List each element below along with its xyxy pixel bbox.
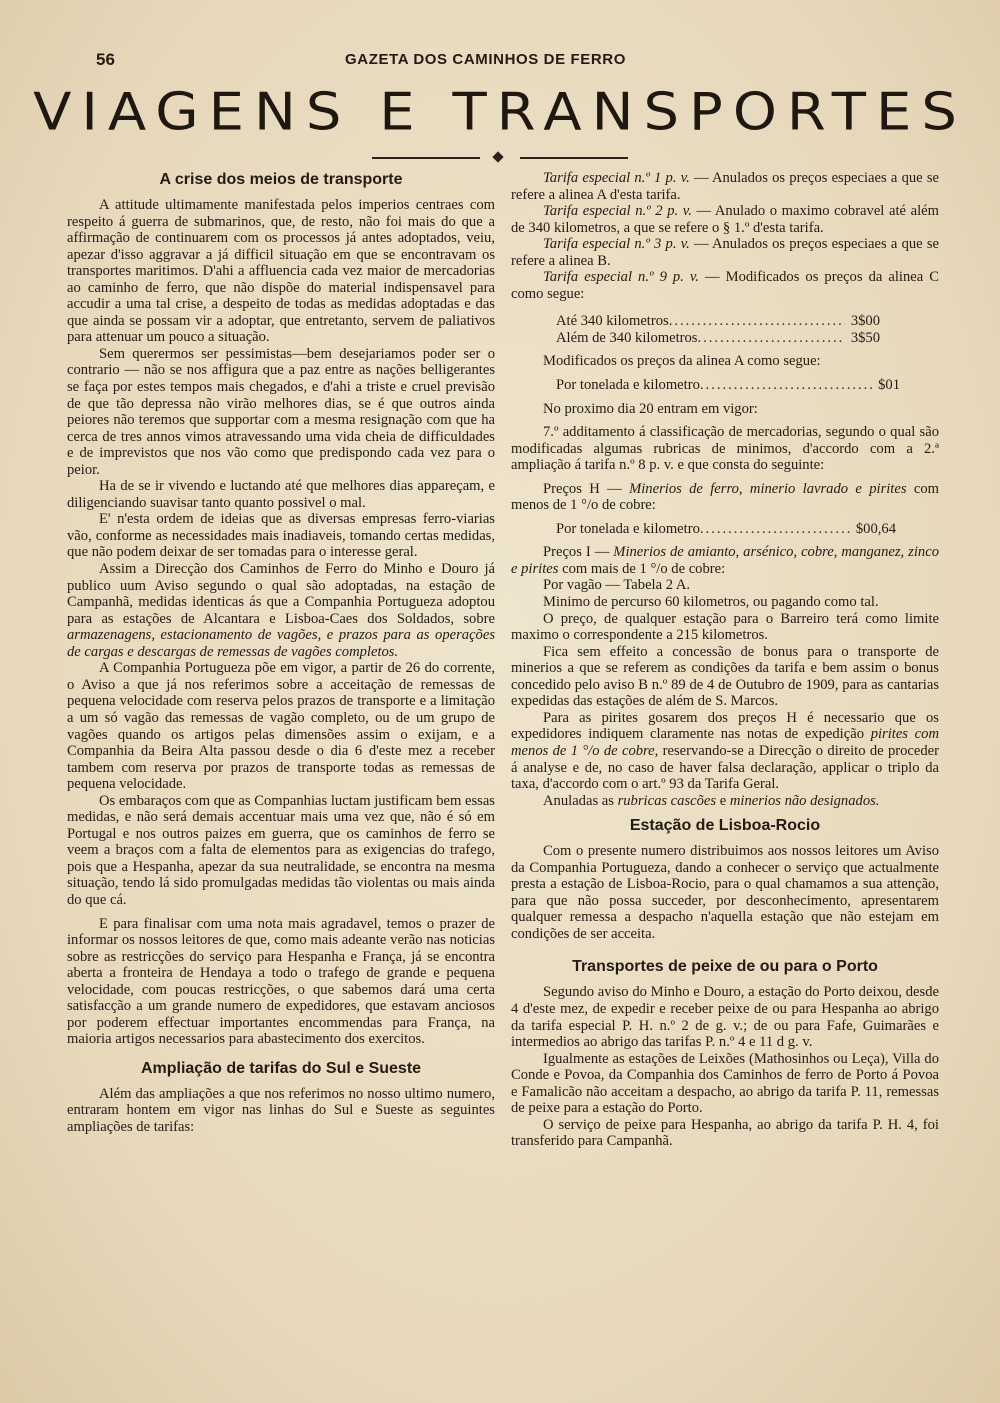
heading-crise: A crise dos meios de transporte — [159, 171, 403, 188]
rate-label: Até 340 kilometros — [556, 313, 669, 330]
text: — Anulados os preços especiaes a que se refere a alinea B. — [511, 236, 939, 269]
right-column — [511, 170, 939, 1150]
paragraph — [511, 481, 939, 514]
left-column — [67, 170, 495, 1136]
text: Anuladas as — [543, 792, 618, 809]
paragraph: O preço, de qualquer estação para o Barreiro terá como limite maximo o correspondente a 215 kilometros. — [511, 610, 939, 644]
running-title: GAZETA DOS CAMINHOS DE FERRO — [345, 51, 626, 68]
text: — Modificados os preços da alinea C como segue: — [511, 269, 939, 302]
paragraph: Além das ampliações a que nos referimos no nosso ultimo numero, entraram hontem em vigor nas linhas do Sul e Sueste as seguintes ampliações de tarifas: — [67, 1085, 495, 1135]
italic-text: armazenagens, estacionamento de vagões, e prazos para as operações de cargas e descargas de remessas de vagões completos. — [67, 627, 495, 660]
rate-line — [556, 521, 896, 538]
text: Assim a Direcção dos Caminhos de Ferro do Minho e Douro já publico uum Aviso segundo o qual são adoptadas, na estação de Campanhã, medidas identicas ás que a Companhia Portugueza adoptou para as estações de Alcantara e Lisboa-Caes dos Soldados, sobre — [67, 561, 495, 627]
tariff-label: Tarifa especial n.º 9 p. v. — [543, 269, 699, 286]
italic-text: rubricas cascões — [617, 792, 717, 809]
rate-value: 3$50 — [850, 329, 880, 346]
paragraph: E' n'esta ordem de ideias que as diversas empresas ferro-viarias vão, conforme as necessidades mais inadiaveis, tomando certas medidas, que não podem deixar de ser tomadas para o interesse geral. — [67, 511, 495, 561]
paragraph: Fica sem effeito a concessão de bonus para o transporte de minerios a que se referem as condições da tarifa e bem assim o bonus concedido pelo aviso B n.º 89 de 4 de Outubro de 1909, para as cantarias expedidas das estações de além de S. Marcos. — [511, 643, 939, 710]
paragraph: Modificados os preços da alinea A como segue: — [543, 353, 821, 370]
paragraph: Ha de se ir vivendo e luctando até que melhores dias appareçam, e diligenciando suavisar tanto quanto possivel o mal. — [67, 478, 495, 511]
paragraph: Segundo aviso do Minho e Douro, a estação do Porto deixou, desde 4 d'este mez, de expedir e receber peixe de ou para Hespanha ao abrigo da tarifa especial P. H. n.º 2 de g. v.; de ou para Fafe, Guimarães e intermedios ao abrigo das tarifas P. n.º 4 e 11 d g. v. — [511, 984, 939, 1051]
text: Preços I — — [543, 544, 614, 561]
text: — Anulado o maximo cobravel até além de 340 kilometros, a que se refere o § 1.º d'esta tarifa. — [511, 203, 939, 236]
heading-rocio: Estação de Lisboa-Rocio — [629, 817, 821, 835]
section-title: VIAGENS E TRANSPORTES — [33, 82, 967, 143]
paragraph: No proximo dia 20 entram em vigor: — [543, 400, 758, 417]
rate-line — [556, 330, 880, 347]
italic-text: minerios não designados. — [729, 792, 880, 809]
tariff-9 — [511, 269, 939, 302]
rate-value: $01 — [878, 377, 900, 394]
paragraph: 7.º additamento á classificação de mercadorias, segundo o qual são modificadas algumas rubricas de minimos, d'accordo com a 2.ª ampliação á tarifa n.º 8 p. v. e que consta do seguinte: — [511, 424, 939, 474]
paragraph: Por vagão — Tabela 2 A. — [543, 577, 691, 594]
ornament-rule-left — [372, 157, 480, 159]
rate-label: Por tonelada e kilometro — [556, 377, 700, 394]
paragraph: O serviço de peixe para Hespanha, ao abrigo da tarifa P. H. 4, foi transferido para Campanhã. — [511, 1116, 939, 1150]
tariff-3 — [511, 236, 939, 269]
italic-text: pirites com menos de 1 °/o de cobre, — [511, 726, 939, 759]
paragraph: A Companhia Portugueza põe em vigor, a partir de 26 do corrente, o Aviso a que já nos referimos sobre a acceitação de remessas de pequena velocidade com reserva pelos prazos de transporte e a limitação a um só vagão das remessas de vagão completo, ou de um grupo de vagões quando os artigos pelas dimensões assim o exijam, e a Companhia da Beira Alta passou desde o dia 6 d'este mez a receber tambem com reserva por prazos de transporte todas as remessas de pequena velocidade. — [67, 660, 495, 793]
tariff-label: Tarifa especial n.º 2 p. v. — [543, 203, 692, 220]
rate-line — [556, 377, 900, 394]
text: reservando-se a Direcção o direito de proceder á analyse e de, no caso de haver falsa declaração, applicar o triplo da taxa, d'accordo com o art.º 93 da Tarifa Geral. — [511, 742, 939, 793]
paragraph: Com o presente numero distribuimos aos nossos leitores um Aviso da Companhia Portugueza, dando a conhecer o serviço que actualmente presta a estação de Lisboa-Rocio, para o qual chamamos a sua attenção, para que não possa succeder, por desconhecimento, apresentarem qualquer remessa a despacho n'aquella estação que não estejam em condições de ser acceita. — [511, 843, 939, 942]
tariff-2 — [511, 203, 939, 236]
tariff-label: Tarifa especial n.º 1 p. v. — [543, 170, 690, 186]
paragraph — [67, 561, 495, 660]
paragraph — [511, 710, 939, 793]
paragraph: Sem querermos ser pessimistas—bem desejariamos poder ser o contrario — não se nos affigura que a paz entre as nações belligerantes se faça por estes tempos mais chegados, e d'ahi a triste e cruel previsão de que tão depressa não virão melhores dias, se é que outros ainda peiores não teremos que supportar com a mesma resignação com que ha cerca de tres annos vimos atravessando uma vida cheia de difficuldades e de imprevistos que nos vão como que predispondo cada vez para o peior. — [67, 345, 495, 478]
paragraph — [511, 544, 939, 577]
rate-label: Além de 340 kilometros — [556, 329, 698, 346]
text: com menos de 1 °/o de cobre: — [511, 480, 939, 514]
italic-text: Minerios de ferro, minerio lavrado e pirites — [629, 480, 907, 497]
heading-ampliacao: Ampliação de tarifas do Sul e Sueste — [140, 1059, 422, 1077]
tariff-label: Tarifa especial n.º 3 p. v. — [543, 236, 690, 253]
paragraph: Igualmente as estações de Leixões (Mathosinhos ou Leça), Villa do Conde e Povoa, da Companhia dos Caminhos de ferro de Porto á Povoa e Famalicão não acceitam a despacho, ao abrigo da tarifa P. 11, remessas de peixe para a estação do Porto. — [511, 1050, 939, 1117]
page-number: 56 — [96, 50, 115, 69]
text: com mais de 1 °/o de cobre: — [558, 560, 726, 577]
heading-peixe: Transportes de peixe de ou para o Porto — [572, 958, 878, 976]
rate-line — [556, 313, 880, 330]
italic-text: Minerios de amianto, arsénico, cobre, manganez, zinco e pirites — [511, 544, 939, 577]
ornament-rule-right — [520, 157, 628, 159]
rate-label: Por tonelada e kilometro — [556, 520, 700, 537]
paragraph: Os embaraços com que as Companhias luctam justificam bem essas medidas, e não será demais accentuar mais uma vez que, não é só em Portugal e nos outros paizes em guerra, que os caminhos de ferro se veem a braços com a falta de elementos para as exigencias do trafego, pois que a Hespanha, apezar da sua neutralidade, se encontra na mesma situação, tendo lá sido promulgadas medidas tão violentas ou mais ainda do que cá. — [67, 792, 495, 908]
rate-value: $00,64 — [855, 520, 896, 537]
paragraph — [511, 793, 939, 810]
text: Preços H — — [543, 480, 630, 497]
paragraph: E para finalisar com uma nota mais agradavel, temos o prazer de informar os nossos leitores de que, como mais adeante verão nas noticias sobre as restricções do serviço para Hespanha e França, já se encontra aberta a fronteira de Hendaya a todo o trafego de grande e pequena velocidade, com poucas restricções, o que sabemos dará uma certa satisfacção a um grande numero de expedidores, que estavam anciosos por poderem effectuar importantes encommendas para França, na maioria artigos necessarios para abastecimento dos exercitos. — [67, 915, 495, 1048]
paragraph: Minimo de percurso 60 kilometros, ou pagando como tal. — [543, 594, 879, 611]
text: — Anulados os preços especiaes a que se refere a alinea A d'esta tarifa. — [511, 170, 939, 203]
rate-value: 3$00 — [850, 313, 880, 330]
ornament-diamond — [492, 151, 503, 162]
text: Para as pirites gosarem dos preços H é necessario que os expedidores indiquem claramente nas notas de expedição — [511, 709, 939, 743]
paragraph: A attitude ultimamente manifestada pelos imperios centraes com respeito á guerra de submarinos, que, de resto, não foi mais do que a affirmação de continuarem com os processos já antes adoptados, veiu, apezar d'isso aggravar a já difficil situação em que se encontravam os transportes maritimos. D'ahi a affluencia cada vez maior de mercadorias ao caminho de ferro, que não dispõe do material indispensavel para accudir a uma tal crise, a despeito de todas as medidas adoptadas e das que ainda se possam vir a adoptar, que entretanto, servem de paliativos para attenuar um pouco a situação. — [67, 197, 495, 346]
text: e — [716, 792, 730, 809]
tariff-1 — [511, 170, 939, 203]
